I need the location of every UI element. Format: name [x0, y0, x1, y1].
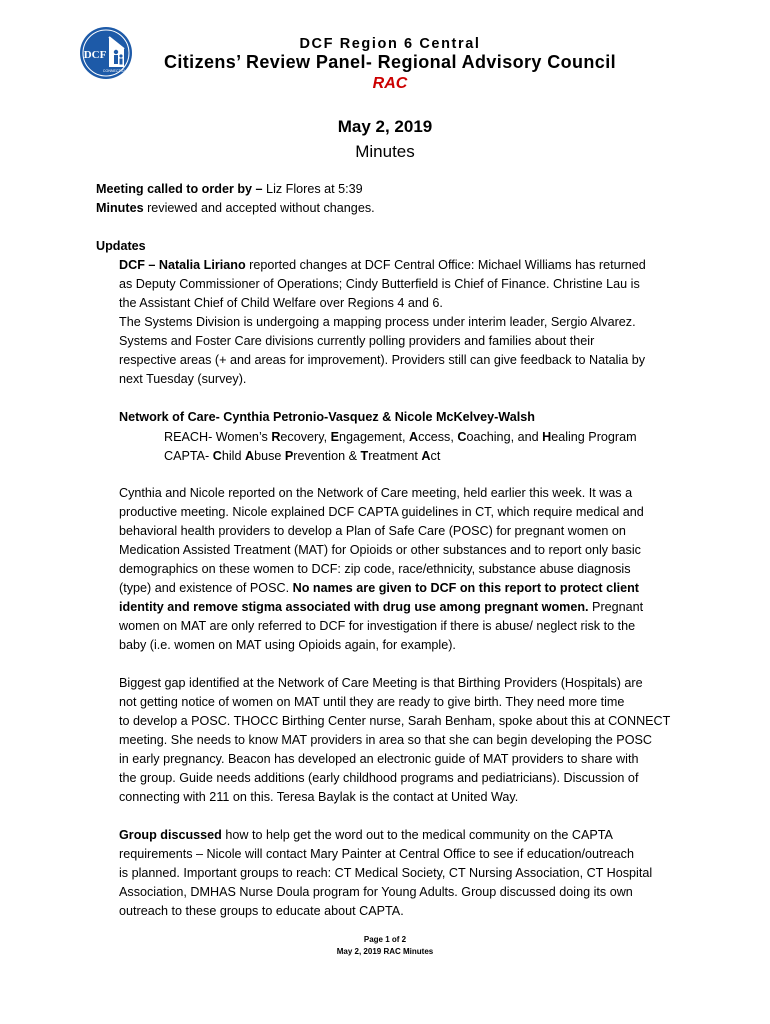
dcf-speaker-label: DCF – Natalia Liriano: [119, 258, 246, 272]
group-discussion-paragraph: [119, 826, 699, 921]
capta-acronym-line: [164, 447, 440, 466]
capta-word: hild: [221, 449, 245, 463]
header-acronym: RAC: [372, 75, 408, 92]
reach-letter: A: [409, 430, 419, 444]
capta-letter: C: [212, 449, 222, 463]
called-label: Meeting called to order by –: [96, 182, 263, 196]
para1-bold-emphasis: No names are given to DCF on this report to protect client: [292, 581, 639, 595]
para3-line: Association, DMHAS Nurse Doula program for Young Adults. Group discussed doing its own: [119, 885, 633, 899]
para2-line: meeting. She needs to know MAT providers in area so that she can begin developing the POSC: [119, 733, 652, 747]
capta-letter: A: [244, 449, 255, 463]
para2-line: not getting notice of women on MAT until they are ready to give birth. They need more time: [119, 695, 625, 709]
reach-letter: E: [330, 430, 339, 444]
para1-line: Medication Assisted Treatment (MAT) for Opioids or other substances and to report only basic: [119, 543, 641, 557]
para1-line: demographics on these women to DCF: zip code, race/ethnicity, substance abuse diagnosis: [119, 562, 631, 576]
dcf-text-line-1: reported changes at DCF Central Office: Michael Williams has returned: [245, 258, 646, 272]
capta-word: reatment: [368, 449, 422, 463]
logo-subtext: CONNECTICUT: [102, 69, 130, 73]
header-region: DCF Region 6 Central: [299, 36, 481, 52]
reach-word: ealing Program: [551, 430, 637, 444]
reach-word: ccess,: [418, 430, 458, 444]
para1-line: productive meeting. Nicole explained DCF CAPTA guidelines in CT, which require medical and: [119, 505, 644, 519]
header-title: Citizens’ Review Panel- Regional Advisory Council: [163, 52, 617, 72]
capta-letter: A: [421, 449, 431, 463]
called-text: Liz Flores at 5:39: [262, 182, 363, 196]
document-type: Minutes: [355, 142, 415, 161]
minutes-label: Minutes: [96, 201, 144, 215]
systems-line-1: The Systems Division is undergoing a mapping process under interim leader, Sergio Alvarez.: [119, 315, 636, 329]
para3-line: how to help get the word out to the medical community on the CAPTA: [221, 828, 613, 842]
reach-letter: C: [457, 430, 467, 444]
para1-line: behavioral health providers to develop a Plan of Safe Care (POSC) for pregnant women on: [119, 524, 626, 538]
para1-line: baby (i.e. women on MAT using Opioids again, for example).: [119, 638, 456, 652]
footer-doc-title: May 2, 2019 RAC Minutes: [336, 947, 434, 956]
updates-heading: Updates: [96, 239, 146, 253]
capta-word: ct: [430, 449, 441, 463]
network-report-paragraph: [119, 484, 699, 655]
para1-line: Cynthia and Nicole reported on the Network of Care meeting, held earlier this week. It was a: [119, 486, 633, 500]
reach-word: ecovery,: [280, 430, 331, 444]
logo-text: DCF: [83, 49, 107, 61]
called-to-order-line: [96, 180, 696, 218]
reach-acronym-line: [164, 428, 637, 447]
capta-letter: T: [360, 449, 369, 463]
para1-bold-emphasis: identity and remove stigma associated with drug use among pregnant women.: [119, 600, 589, 614]
reach-prefix: REACH- Women’s: [164, 430, 272, 444]
capta-word: revention &: [293, 449, 361, 463]
para1-line: (type) and existence of POSC.: [119, 581, 293, 595]
network-heading: Network of Care- Cynthia Petronio-Vasquez & Nicole McKelvey-Walsh: [119, 410, 535, 424]
systems-line-2: Systems and Foster Care divisions currently polling providers and families about their: [119, 334, 595, 348]
page-number: Page 1 of 2: [363, 935, 407, 944]
gap-paragraph: [119, 674, 699, 807]
dcf-text-line-3: the Assistant Chief of Child Welfare over Regions 4 and 6.: [119, 296, 443, 310]
capta-word: buse: [254, 449, 285, 463]
para3-line: requirements – Nicole will contact Mary Painter at Central Office to see if education/outreach: [119, 847, 634, 861]
page-footer: [0, 934, 770, 958]
para2-line: in early pregnancy. Beacon has developed an electronic guide of MAT providers to share with: [119, 752, 639, 766]
para2-line: to develop a POSC. THOCC Birthing Center nurse, Sarah Benham, spoke about this at CONNECT: [119, 714, 671, 728]
para2-line: connecting with 211 on this. Teresa Baylak is the contact at United Way.: [119, 790, 519, 804]
capta-letter: P: [284, 449, 294, 463]
para2-line: Biggest gap identified at the Network of Care Meeting is that Birthing Providers (Hospitals) are: [119, 676, 643, 690]
dcf-text-line-2: as Deputy Commissioner of Operations; Cindy Butterfield is Chief of Finance. Christine Lau is: [119, 277, 640, 291]
reach-word: ngagement,: [339, 430, 410, 444]
para1-line: Pregnant: [588, 600, 644, 614]
minutes-text: reviewed and accepted without changes.: [143, 201, 375, 215]
house-family-logo-icon: [78, 25, 134, 81]
dcf-update-paragraph: [119, 256, 699, 389]
systems-line-4: next Tuesday (survey).: [119, 372, 247, 386]
group-discussed-label: Group discussed: [119, 828, 222, 842]
reach-letter: H: [542, 430, 552, 444]
reach-word: oaching, and: [466, 430, 543, 444]
para1-line: women on MAT are only referred to DCF for investigation if there is abuse/ neglect risk to the: [119, 619, 636, 633]
capta-prefix: CAPTA-: [164, 449, 213, 463]
meeting-date: May 2, 2019: [337, 117, 433, 136]
systems-line-3: respective areas (+ and areas for improvement). Providers still can give feedback to Natalia by: [119, 353, 646, 367]
para3-line: is planned. Important groups to reach: CT Medical Society, CT Nursing Association, CT Hospital: [119, 866, 653, 880]
reach-letter: R: [271, 430, 281, 444]
para2-line: the group. Guide needs additions (early childhood programs and pediatricians). Discussion of: [119, 771, 639, 785]
para3-line: outreach to these groups to educate about CAPTA.: [119, 904, 404, 918]
